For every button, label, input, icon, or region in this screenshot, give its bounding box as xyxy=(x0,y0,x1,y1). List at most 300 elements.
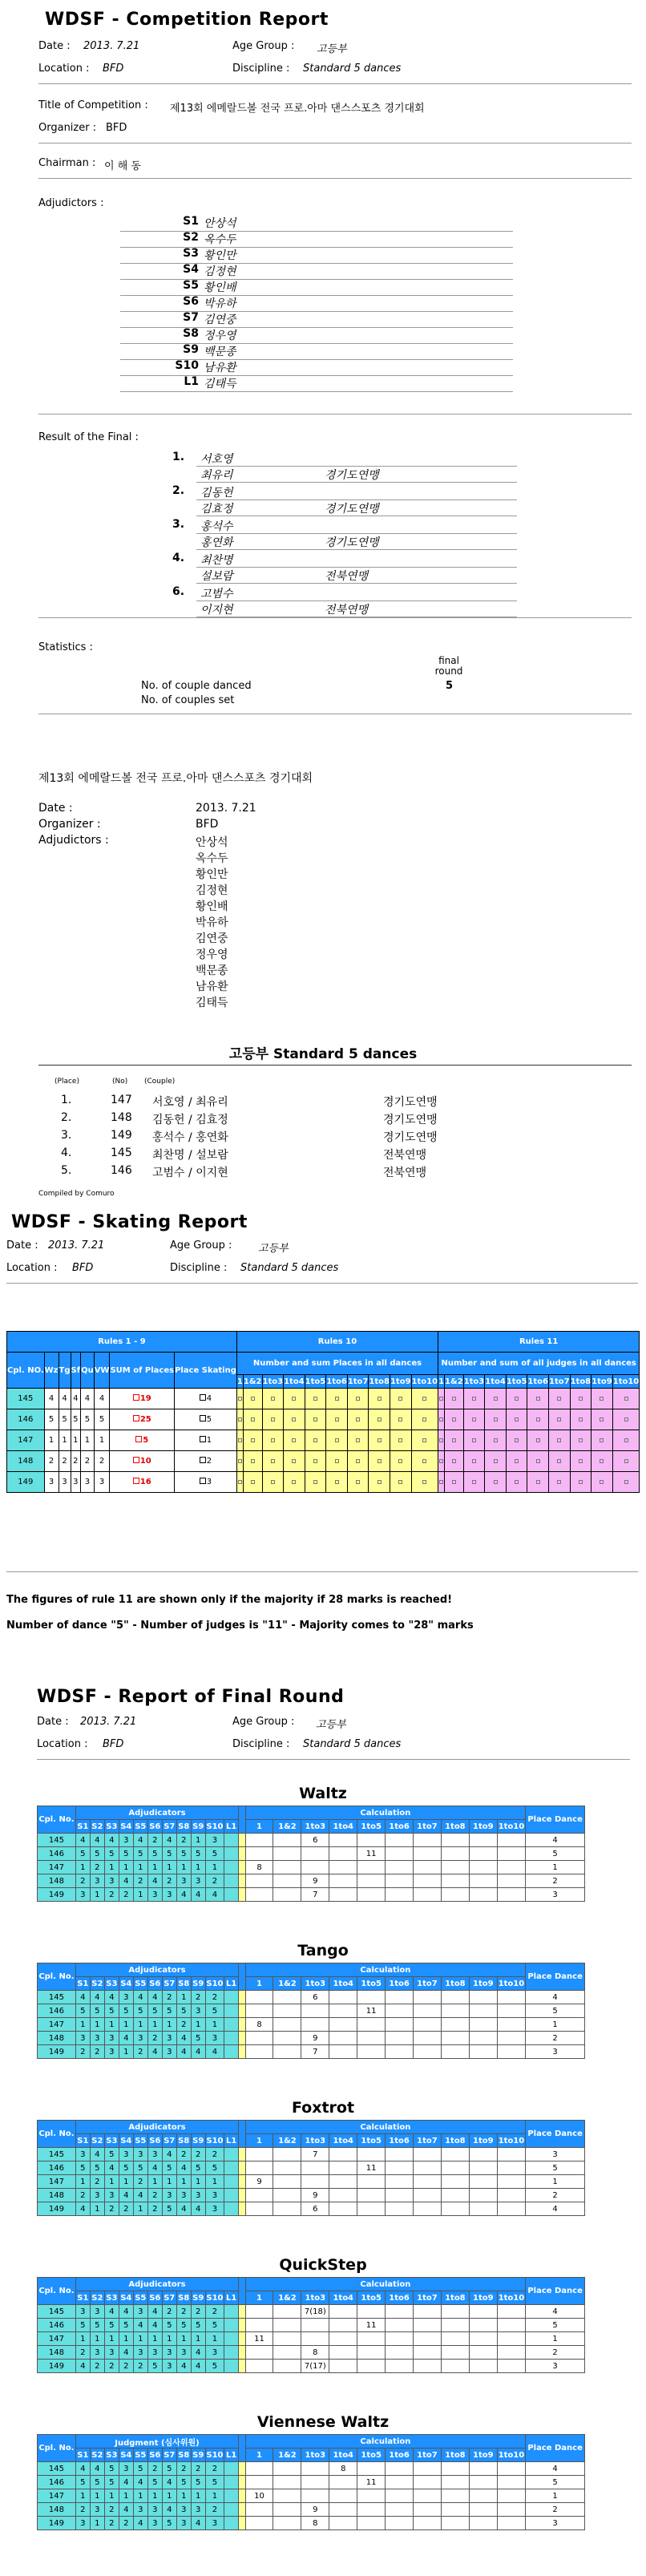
summary-no: 145 xyxy=(111,1146,132,1159)
calc-cell xyxy=(357,1861,386,1874)
adjudicator-code: S5 xyxy=(183,279,199,292)
r11-cell xyxy=(527,1451,549,1472)
date-value: 2013. 7.21 xyxy=(83,40,140,52)
empty-box-icon xyxy=(378,1480,382,1484)
empty-box-icon xyxy=(292,1417,296,1421)
r11-cell xyxy=(527,1409,549,1430)
calc-col: 1to7 xyxy=(414,1820,442,1834)
empty-box-icon xyxy=(600,1417,604,1421)
empty-box-icon xyxy=(271,1480,275,1484)
r10-cell xyxy=(262,1451,284,1472)
calc-cell xyxy=(357,2018,386,2032)
r10-cell xyxy=(347,1430,369,1451)
judge-mark: 5 xyxy=(90,2319,104,2332)
sk-location-label: Location : xyxy=(6,1262,58,1274)
r11-cell xyxy=(506,1389,527,1409)
judge-mark: 3 xyxy=(176,1874,191,1888)
r10-cell xyxy=(390,1409,411,1430)
calc-cell xyxy=(497,1888,525,1902)
judge-mark: 3 xyxy=(104,2045,119,2059)
calc-cell: 7 xyxy=(301,1888,329,1902)
judge-mark: 3 xyxy=(176,2189,191,2202)
dance-place: 5 xyxy=(81,1409,95,1430)
r11-cell xyxy=(612,1389,640,1409)
judge-mark: 2 xyxy=(162,2305,176,2319)
couple-no: 147 xyxy=(38,2018,76,2032)
empty-box-icon xyxy=(536,1397,540,1401)
calc-cell xyxy=(469,2045,497,2059)
r11-col: 1to8 xyxy=(570,1375,591,1389)
spacer-cell xyxy=(239,1861,245,1874)
r11-cell xyxy=(527,1430,549,1451)
calc-cell xyxy=(441,2189,469,2202)
calc-cell xyxy=(245,2202,273,2216)
r10-cell xyxy=(369,1389,390,1409)
empty-box-icon xyxy=(251,1438,255,1442)
dance-row xyxy=(38,1847,585,1861)
place-dance-header: Place Dance xyxy=(526,2121,585,2148)
judge-col: S7 xyxy=(162,1820,176,1834)
judge-mark: 4 xyxy=(176,2032,191,2045)
calc-cell xyxy=(414,2018,442,2032)
results-summary xyxy=(0,770,646,1203)
result-org: 경기도연맹 xyxy=(325,536,379,549)
judge-col: S8 xyxy=(176,2291,191,2305)
empty-box-icon xyxy=(494,1438,498,1442)
calc-cell xyxy=(245,1834,273,1847)
judge-mark: 4 xyxy=(133,2319,147,2332)
judge-mark: 3 xyxy=(162,2360,176,2373)
calc-cell xyxy=(441,2161,469,2175)
r10-cell xyxy=(284,1389,305,1409)
calc-cell xyxy=(414,2161,442,2175)
judge-mark: 3 xyxy=(162,1888,176,1902)
judge-mark: 4 xyxy=(147,2161,162,2175)
empty-box-icon xyxy=(313,1438,317,1442)
calc-cell xyxy=(273,2517,301,2530)
empty-box-icon xyxy=(313,1397,317,1401)
place-dance-header: Place Dance xyxy=(526,1963,585,1991)
calc-cell xyxy=(329,2489,357,2503)
calc-cell xyxy=(469,2332,497,2346)
summary-adjudicator: 옥수두 xyxy=(196,852,228,865)
spacer-header xyxy=(239,2121,245,2148)
sum-places xyxy=(110,1430,175,1451)
calc-cell xyxy=(441,2476,469,2489)
sum-value: 16 xyxy=(139,1478,151,1486)
calc-cell xyxy=(329,1834,357,1847)
judge-mark: 2 xyxy=(191,2148,205,2161)
judge-mark: 4 xyxy=(119,2305,133,2319)
sum-value: 25 xyxy=(139,1415,151,1424)
empty-box-icon xyxy=(452,1438,456,1442)
empty-box-icon xyxy=(313,1480,317,1484)
calc-cell xyxy=(329,2175,357,2189)
calc-cell xyxy=(273,1874,301,1888)
judge-mark: 1 xyxy=(104,2175,119,2189)
judge-mark: 3 xyxy=(90,1874,104,1888)
r11-cell xyxy=(438,1472,445,1493)
date-label: Date : xyxy=(38,40,71,52)
judge-mark: 3 xyxy=(176,2517,191,2530)
place-value: 1 xyxy=(206,1436,212,1445)
r10-cell xyxy=(347,1472,369,1493)
place-dance: 2 xyxy=(526,2032,585,2045)
judge-col: S9 xyxy=(191,2291,205,2305)
judge-col: L1 xyxy=(224,2449,239,2462)
calc-cell xyxy=(386,2189,414,2202)
calc-cell: 8 xyxy=(245,1861,273,1874)
calc-cell xyxy=(245,1847,273,1861)
calc-cell xyxy=(469,2517,497,2530)
judge-col: L1 xyxy=(224,1977,239,1991)
judge-mark: 5 xyxy=(191,2161,205,2175)
final-result xyxy=(124,484,517,516)
r10-cell xyxy=(411,1389,438,1409)
calc-col: 1to5 xyxy=(357,2449,386,2462)
judge-mark: 4 xyxy=(90,2462,104,2476)
judge-mark: 4 xyxy=(162,2476,176,2489)
cpl-header: Cpl. No. xyxy=(38,2278,76,2305)
calc-cell: 6 xyxy=(301,1991,329,2004)
spacer-cell xyxy=(239,2148,245,2161)
dance-col: Wz xyxy=(44,1353,59,1389)
judge-mark xyxy=(224,2489,239,2503)
place-dance: 2 xyxy=(526,2503,585,2517)
judge-col: S2 xyxy=(90,2291,104,2305)
judge-col: S2 xyxy=(90,1977,104,1991)
place-dance: 1 xyxy=(526,1861,585,1874)
judge-mark: 1 xyxy=(119,2489,133,2503)
couple-no: 149 xyxy=(38,2360,76,2373)
r10-cell xyxy=(243,1409,262,1430)
judge-col: S6 xyxy=(147,2449,162,2462)
judge-col: S10 xyxy=(205,2291,224,2305)
judge-mark: 4 xyxy=(191,1888,205,1902)
calc-cell: 7 xyxy=(301,2045,329,2059)
adjudicator-code: S10 xyxy=(175,359,199,372)
calc-cell xyxy=(386,2004,414,2018)
judge-mark: 3 xyxy=(119,1991,133,2004)
judge-mark: 4 xyxy=(176,2045,191,2059)
sk-age-value: 고등부 xyxy=(258,1243,289,1255)
judge-mark: 2 xyxy=(176,1834,191,1847)
place-dance-header: Place Dance xyxy=(526,1806,585,1834)
judge-mark: 4 xyxy=(176,2202,191,2216)
judge-mark: 1 xyxy=(133,2489,147,2503)
calc-cell xyxy=(329,2032,357,2045)
r11-cell xyxy=(445,1409,464,1430)
adjudicator-code: S8 xyxy=(183,327,199,340)
cpl-header: Cpl. No. xyxy=(38,1963,76,1991)
calc-cell xyxy=(357,2148,386,2161)
judge-mark: 3 xyxy=(90,2346,104,2360)
judge-mark: 3 xyxy=(205,2189,224,2202)
adjudicators-header: Adjudicators xyxy=(75,2278,238,2291)
calc-cell xyxy=(441,2489,469,2503)
judge-col: S4 xyxy=(119,2291,133,2305)
sum-box xyxy=(133,1478,139,1484)
calc-col: 1to6 xyxy=(386,2291,414,2305)
sum-box xyxy=(133,1457,139,1463)
empty-box-icon xyxy=(292,1438,296,1442)
place-dance: 3 xyxy=(526,1888,585,1902)
calc-cell xyxy=(245,2305,273,2319)
r11-cell xyxy=(438,1430,445,1451)
judge-mark: 2 xyxy=(90,1861,104,1874)
dance-table xyxy=(37,1963,585,2059)
calc-cell xyxy=(273,2045,301,2059)
calc-cell xyxy=(273,2018,301,2032)
calc-cell xyxy=(497,2148,525,2161)
calc-cell xyxy=(245,1888,273,1902)
calc-cell xyxy=(497,2332,525,2346)
judge-mark: 1 xyxy=(75,2018,90,2032)
judge-mark: 2 xyxy=(119,1888,133,1902)
calc-col: 1to5 xyxy=(357,1820,386,1834)
calc-cell xyxy=(414,2175,442,2189)
calc-cell xyxy=(414,2148,442,2161)
r11-cell xyxy=(549,1409,571,1430)
judge-mark: 5 xyxy=(90,2004,104,2018)
calc-cell xyxy=(414,2462,442,2476)
judge-mark: 4 xyxy=(162,2503,176,2517)
sum-places xyxy=(110,1389,175,1409)
calc-col: 1to3 xyxy=(301,1977,329,1991)
judge-col: S1 xyxy=(75,1820,90,1834)
judge-mark: 2 xyxy=(147,2202,162,2216)
rules19-header: Rules 1 - 9 xyxy=(7,1332,237,1353)
calc-cell xyxy=(497,1847,525,1861)
calc-cell xyxy=(441,2360,469,2373)
location-label: Location : xyxy=(38,63,90,75)
calc-cell xyxy=(414,2045,442,2059)
adjudicator-name: 김태득 xyxy=(204,378,236,390)
calc-col: 1to4 xyxy=(329,2134,357,2148)
calc-cell xyxy=(357,2503,386,2517)
dance-place: 1 xyxy=(71,1430,81,1451)
skating-note-1: The figures of rule 11 are shown only if the majority if 28 marks is reached! xyxy=(6,1594,453,1606)
judge-mark: 1 xyxy=(147,1861,162,1874)
adjudicator-name: 옥수두 xyxy=(204,233,236,246)
calc-cell xyxy=(386,2202,414,2216)
r11-cell xyxy=(612,1430,640,1451)
fr-date-value: 2013. 7.21 xyxy=(80,1716,137,1728)
summary-place: 3. xyxy=(61,1129,72,1142)
calc-cell xyxy=(245,2189,273,2202)
r11-cell xyxy=(570,1430,591,1451)
calc-cell xyxy=(273,1847,301,1861)
judge-mark: 4 xyxy=(133,2189,147,2202)
judge-mark: 1 xyxy=(119,2045,133,2059)
adjudicator-row xyxy=(120,311,513,328)
judge-mark: 1 xyxy=(147,2489,162,2503)
sum-value: 5 xyxy=(143,1436,149,1445)
judge-mark: 2 xyxy=(119,2517,133,2530)
judge-mark: 1 xyxy=(162,1861,176,1874)
adjudicator-code: L1 xyxy=(184,375,199,388)
calc-col: 1to7 xyxy=(414,2449,442,2462)
r11-cell xyxy=(612,1472,640,1493)
dance-table xyxy=(37,2434,585,2530)
divider xyxy=(6,1571,638,1572)
calc-col: 1to6 xyxy=(386,1820,414,1834)
judge-mark: 4 xyxy=(147,2319,162,2332)
dance-place: 3 xyxy=(94,1472,110,1493)
empty-box-icon xyxy=(356,1397,360,1401)
judge-col: S7 xyxy=(162,2449,176,2462)
judge-mark: 5 xyxy=(75,1847,90,1861)
calc-cell xyxy=(273,1991,301,2004)
calc-cell xyxy=(329,2332,357,2346)
chairman-label: Chairman : xyxy=(38,157,96,169)
empty-box-icon xyxy=(398,1397,402,1401)
spacer-cell xyxy=(239,1991,245,2004)
skating-row xyxy=(7,1430,640,1451)
calc-cell xyxy=(357,1991,386,2004)
couple-no: 147 xyxy=(7,1430,45,1451)
judge-mark xyxy=(224,1874,239,1888)
calc-cell xyxy=(329,1847,357,1861)
spacer-cell xyxy=(239,2489,245,2503)
spacer-cell xyxy=(239,2175,245,2189)
judge-mark: 4 xyxy=(147,1991,162,2004)
calc-cell: 8 xyxy=(301,2346,329,2360)
judge-mark: 1 xyxy=(205,2489,224,2503)
final-result xyxy=(124,585,517,617)
r11-cell xyxy=(549,1472,571,1493)
stats-row-label: No. of couples set xyxy=(141,694,235,706)
r10-col: 1to3 xyxy=(262,1375,284,1389)
judge-mark: 2 xyxy=(133,2175,147,2189)
calc-cell: 11 xyxy=(357,2319,386,2332)
calc-cell xyxy=(386,2319,414,2332)
judge-mark xyxy=(224,2462,239,2476)
calc-cell xyxy=(441,2004,469,2018)
judge-mark: 3 xyxy=(90,2189,104,2202)
r11-col: 1to3 xyxy=(463,1375,485,1389)
summary-no: 148 xyxy=(111,1111,132,1124)
organizer-label: Organizer : xyxy=(38,122,97,134)
calc-cell xyxy=(441,2332,469,2346)
empty-box-icon xyxy=(271,1438,275,1442)
follower-name: 홍연화 xyxy=(200,536,233,549)
dance-place: 3 xyxy=(81,1472,95,1493)
judge-mark: 1 xyxy=(119,1861,133,1874)
judge-mark: 5 xyxy=(133,2161,147,2175)
skating-place xyxy=(175,1451,237,1472)
calc-col: 1to10 xyxy=(497,2291,525,2305)
adjudicator-code: S6 xyxy=(183,295,199,308)
judge-mark: 3 xyxy=(119,2462,133,2476)
judge-mark: 3 xyxy=(205,2346,224,2360)
judge-mark xyxy=(224,2202,239,2216)
result-org: 전북연맹 xyxy=(325,570,369,583)
cpl-header: Cpl. NO. xyxy=(7,1353,45,1389)
place-dance: 1 xyxy=(526,2489,585,2503)
calc-col: 1to8 xyxy=(441,1977,469,1991)
empty-box-icon xyxy=(238,1480,242,1484)
r10-cell xyxy=(326,1430,348,1451)
skating-row xyxy=(7,1409,640,1430)
judge-mark xyxy=(224,2305,239,2319)
calc-cell xyxy=(245,2517,273,2530)
judge-mark: 3 xyxy=(162,2346,176,2360)
summary-place: 2. xyxy=(61,1111,72,1124)
judge-mark: 3 xyxy=(104,2189,119,2202)
empty-box-icon xyxy=(356,1438,360,1442)
judge-mark xyxy=(224,2175,239,2189)
judge-mark: 5 xyxy=(147,1847,162,1861)
calc-cell xyxy=(497,2319,525,2332)
calc-cell xyxy=(414,2360,442,2373)
r11-cell xyxy=(612,1409,640,1430)
judge-mark: 2 xyxy=(119,2360,133,2373)
judge-mark: 5 xyxy=(133,2004,147,2018)
judge-mark: 4 xyxy=(205,2045,224,2059)
calc-cell xyxy=(414,2202,442,2216)
spacer-cell xyxy=(239,2476,245,2489)
judge-mark: 5 xyxy=(75,2319,90,2332)
r10-col: 1to5 xyxy=(305,1375,326,1389)
judge-mark: 1 xyxy=(90,1888,104,1902)
judge-mark: 2 xyxy=(147,1834,162,1847)
judge-col: S10 xyxy=(205,1820,224,1834)
r10-cell xyxy=(347,1451,369,1472)
calc-cell: 10 xyxy=(245,2489,273,2503)
judge-mark: 1 xyxy=(205,2175,224,2189)
divider xyxy=(38,414,632,415)
judge-mark: 1 xyxy=(176,2175,191,2189)
calc-cell xyxy=(245,2045,273,2059)
calc-col: 1 xyxy=(245,1977,273,1991)
empty-box-icon xyxy=(600,1459,604,1463)
calc-col: 1to6 xyxy=(386,2134,414,2148)
dance-title: QuickStep xyxy=(279,2256,367,2274)
calc-col: 1to9 xyxy=(469,1977,497,1991)
judge-col: S5 xyxy=(133,2449,147,2462)
calc-cell xyxy=(441,1861,469,1874)
calc-cell xyxy=(329,2045,357,2059)
dance-row xyxy=(38,1834,585,1847)
empty-box-icon xyxy=(398,1459,402,1463)
judge-mark: 1 xyxy=(176,1861,191,1874)
r11-col: 1to7 xyxy=(549,1375,571,1389)
empty-box-icon xyxy=(472,1397,476,1401)
calc-col: 1to4 xyxy=(329,2291,357,2305)
spacer-cell xyxy=(239,2332,245,2346)
dance-row xyxy=(38,2004,585,2018)
dance-place: 3 xyxy=(71,1472,81,1493)
judge-mark: 5 xyxy=(205,2476,224,2489)
calc-cell xyxy=(386,2032,414,2045)
judge-col: S7 xyxy=(162,1977,176,1991)
dance-row xyxy=(38,2462,585,2476)
judge-col: S8 xyxy=(176,1977,191,1991)
calc-cell xyxy=(414,1834,442,1847)
dance-row xyxy=(38,2018,585,2032)
judge-mark: 3 xyxy=(75,1888,90,1902)
place-dance: 1 xyxy=(526,2175,585,2189)
empty-box-icon xyxy=(292,1397,296,1401)
calc-cell xyxy=(329,2517,357,2530)
judge-mark: 1 xyxy=(104,2332,119,2346)
empty-box-icon xyxy=(439,1397,443,1401)
r10-cell xyxy=(326,1409,348,1430)
calc-cell xyxy=(469,2148,497,2161)
r11-cell xyxy=(591,1389,613,1409)
summary-organizer-value: BFD xyxy=(196,818,219,831)
